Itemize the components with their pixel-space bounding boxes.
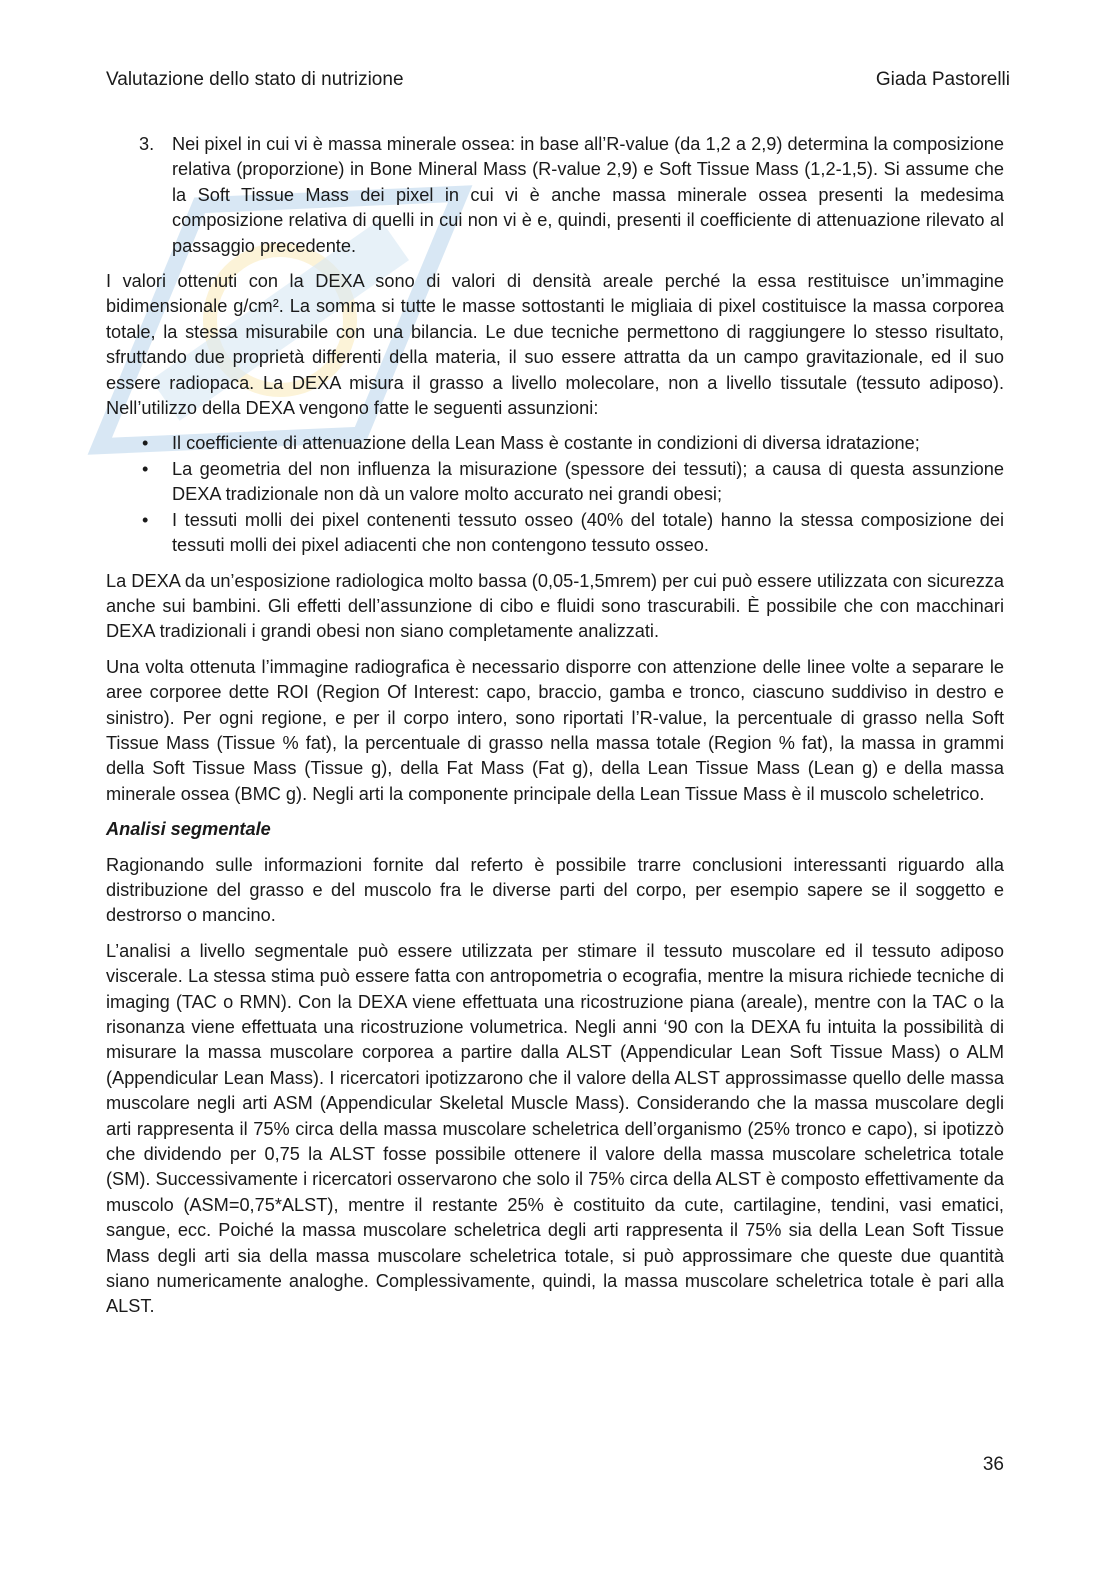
list-item [106, 457, 1004, 508]
list-item [106, 431, 1004, 456]
paragraph-dexa-values: I valori ottenuti con la DEXA sono di valori di densità areale perché la essa restituisce un’immagine bidimensionale g/cm². La somma si tutte le masse sottostanti le migliaia di pixel costituisce la massa corporea totale, la stessa misurabile con una bilancia. Le due tecniche permettono di raggiungere lo stesso risultato, sfruttando due proprietà differenti della materia, il suo essere attratta da un campo gravitazionale, ed il suo essere radiopaca. La DEXA misura il grasso a livello molecolare, non a livello tissutale (tessuto adiposo). Nell’utilizzo della DEXA vengono fatte le seguenti assunzioni: [106, 271, 1004, 419]
page-header [106, 66, 1010, 94]
paragraph-segmental-analysis: L’analisi a livello segmentale può essere utilizzata per stimare il tessuto muscolare ed il tessuto adiposo viscerale. La stessa stima può essere fatta con antropometria o ecografia, mentre la misura richiede tecniche di imaging (TAC o RMN). Con la DEXA viene effettuata una ricostruzione piana (areale), mentre con la TAC o la risonanza viene effettuata una ricostruzione volumetrica. Negli anni ‘90 con la DEXA fu intuita la possibilità di misurare la massa muscolare corporea a partire dalla ALST (Appendicular Lean Soft Tissue Mass) o ALM (Appendicular Lean Mass). I ricercatori ipotizzarono che il valore della ALST approssimasse quello delle massa muscolare negli arti ASM (Appendicular Skeletal Muscle Mass). Considerando che la massa muscolare degli arti rappresenta il 75% circa della massa muscolare scheletrica dell’organismo (25% tronco e capo), si ipotizzò che dividendo per 0,75 la ALST fosse possibile ottenere il valore della massa muscolare scheletrica totale (SM). Successivamente i ricercatori osservarono che solo il 75% circa della ALST è composto effettivamente da muscolo (ASM=0,75*ALST), mentre il restante 25% è costituito da cute, cartilagine, tendini, vasi ematici, sangue, ecc. Poiché la massa muscolare scheletrica degli arti rappresenta il 75% sia della Lean Soft Tissue Mass degli arti sia della massa muscolare scheletrica totale, si può approssimare che queste due quantità siano numericamente analoghe. Complessivamente, quindi, la massa muscolare scheletrica totale è pari alla ALST. [106, 940, 1004, 1317]
list-item-text: Il coefficiente di attenuazione della Lean Mass è costante in condizioni di diversa idratazione; [172, 433, 920, 454]
header-title: Valutazione dello stato di nutrizione [106, 69, 404, 90]
numbered-item [106, 132, 1004, 259]
paragraph-exposure: La DEXA da un’esposizione radiologica molto bassa (0,05-1,5mrem) per cui può essere utilizzata con sicurezza anche sui bambini. Gli effetti dell’assunzione di cibo e fluidi sono trascurabili. È possibile che con macchinari DEXA tradizionali i grandi obesi non siano completamente analizzati. [106, 570, 1004, 642]
header-author: Giada Pastorelli [875, 69, 1010, 90]
item-number: 3. [139, 134, 155, 154]
bullet-icon: • [142, 433, 149, 454]
list-item-text: I tessuti molli dei pixel contenenti tessuto osseo (40% del totale) hanno la stessa composizione dei tessuti molli dei pixel adiacenti che non contengono tessuto osseo. [172, 509, 1004, 556]
page-number: 36 [982, 1454, 1004, 1475]
list-item [106, 508, 1004, 559]
section-heading: Analisi segmentale [106, 819, 271, 840]
list-item-text: La geometria del non influenza la misurazione (spessore dei tessuti); a causa di questa assunzione DEXA tradizionale non dà un valore molto accurato nei grandi obesi; [172, 458, 1004, 505]
item-text: Nei pixel in cui vi è massa minerale ossea: in base all’R-value (da 1,2 a 2,9) determina la composizione relativa (proporzione) in Bone Mineral Mass (R-value 2,9) e Soft Tissue Mass (1,2-1,5). Si assume che la Soft Tissue Mass dei pixel in cui vi è anche massa minerale ossea presenti la medesima composizione relativa di quelli in cui non vi è e, quindi, presenti il coefficiente di attenuazione rilevato al passaggio precedente. [172, 134, 1004, 256]
document-body [106, 132, 1004, 1330]
paragraph-segmental-intro: Ragionando sulle informazioni fornite dal referto è possibile trarre conclusioni interessanti riguardo alla distribuzione del grasso e del muscolo fra le diverse parti del corpo, per esempio sapere se il soggetto e destrorso o mancino. [106, 854, 1004, 926]
assumptions-list [106, 431, 1004, 558]
paragraph-roi: Una volta ottenuta l’immagine radiografica è necessario disporre con attenzione delle linee volte a separare le aree corporee dette ROI (Region Of Interest: capo, braccio, gamba e tronco, ciascuno suddiviso in destro e sinistro). Per ogni regione, e per il corpo intero, sono riportati l’R-value, la percentuale di grasso nella Soft Tissue Mass (Tissue % fat), la percentuale di grasso nella massa totale (Region % fat), la massa in grammi della Soft Tissue Mass (Tissue g), della Fat Mass (Fat g), della Lean Tissue Mass (Lean g) e della massa minerale ossea (BMC g). Negli arti la componente principale della Lean Tissue Mass è il muscolo scheletrico. [106, 656, 1004, 804]
bullet-icon: • [142, 509, 149, 530]
bullet-icon: • [142, 458, 149, 479]
